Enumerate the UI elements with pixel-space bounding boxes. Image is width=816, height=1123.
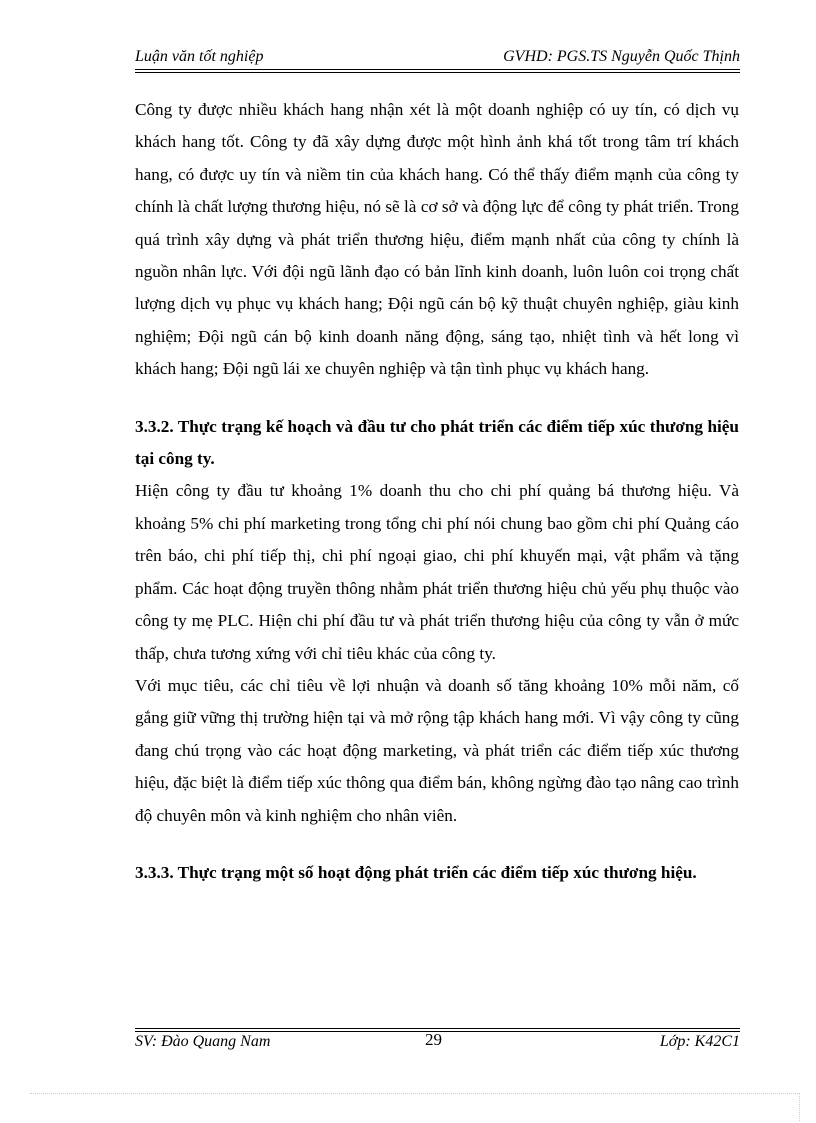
header-advisor: GVHD: PGS.TS Nguyễn Quốc Thịnh	[503, 48, 740, 65]
paragraph-company-reputation: Công ty được nhiều khách hang nhận xét là một doanh nghiệp có uy tín, có dịch vụ khách hang tốt. Công ty đã xây dựng được một hình ảnh khá tốt trong tâm trí khách hang, có được uy tín và niềm tin của khách hang. Có thể thấy điểm mạnh của công ty chính là chất lượng thương hiệu, nó sẽ là cơ sở và động lực để công ty phát triển. Trong quá trình xây dựng và phát triển thương hiệu, điểm mạnh nhất của công ty chính là nguồn nhân lực. Với đội ngũ lãnh đạo có bản lĩnh kinh doanh, luôn luôn coi trọng chất lượng dịch vụ phục vụ khách hang; Đội ngũ cán bộ kỹ thuật chuyên nghiệp, giàu kinh nghiệm; Đội ngũ cán bộ kinh doanh năng động, sáng tạo, nhiệt tình và hết long vì khách hang; Đội ngũ lái xe chuyên nghiệp và tận tình phục vụ khách hang.	[135, 100, 739, 379]
footer-class: Lớp: K42C1	[659, 1033, 740, 1050]
page-number: 29	[425, 1030, 442, 1049]
footer-rule-thin	[135, 1028, 740, 1029]
header-thesis-title: Luận văn tốt nghiệp	[135, 48, 264, 65]
paragraph-objectives: Với mục tiêu, các chỉ tiêu về lợi nhuận và doanh số tăng khoảng 10% mỗi năm, cố gắng giữ vững thị trường hiện tại và mở rộng tập khách hang mới. Vì vậy công ty cũng đang chú trọng vào các hoạt động marketing, và phát triển các điểm tiếp xúc thương hiệu, đặc biệt là điểm tiếp xúc thông qua điểm bán, không ngừng đào tạo nâng cao trình độ chuyên môn và kinh nghiệm cho nhân viên.	[135, 675, 739, 825]
page-footer	[135, 1030, 740, 1055]
section-heading-3-3-2: 3.3.2. Thực trạng kế hoạch và đầu tư cho phát triển các điểm tiếp xúc thương hiệu tại công ty.	[135, 416, 739, 469]
page-header	[135, 48, 740, 70]
paragraph-investment: Hiện công ty đầu tư khoảng 1% doanh thu cho chi phí quảng bá thương hiệu. Và khoảng 5% chi phí marketing trong tổng chi phí nói chung bao gồm chi phí Quảng cáo trên báo, chi phí tiếp thị, chi phí ngoại giao, chi phí khuyến mại, vật phẩm và tặng phẩm. Các hoạt động truyền thông nhằm phát triển thương hiệu chủ yếu phụ thuộc vào công ty mẹ PLC. Hiện chi phí đầu tư và phát triển thương hiệu của công ty vẫn ở mức thấp, chưa tương xứng với chỉ tiêu khác của công ty.	[135, 481, 739, 663]
page-content	[135, 94, 739, 889]
header-rule-thin	[135, 72, 740, 73]
header-rule	[135, 69, 740, 70]
section-heading-3-3-3: 3.3.3. Thực trạng một số hoạt động phát triển các điểm tiếp xúc thương hiệu.	[135, 862, 697, 882]
page-edge-marker-vertical	[799, 1093, 800, 1121]
footer-student: SV: Đào Quang Nam	[135, 1033, 271, 1050]
page-edge-marker	[30, 1093, 800, 1094]
